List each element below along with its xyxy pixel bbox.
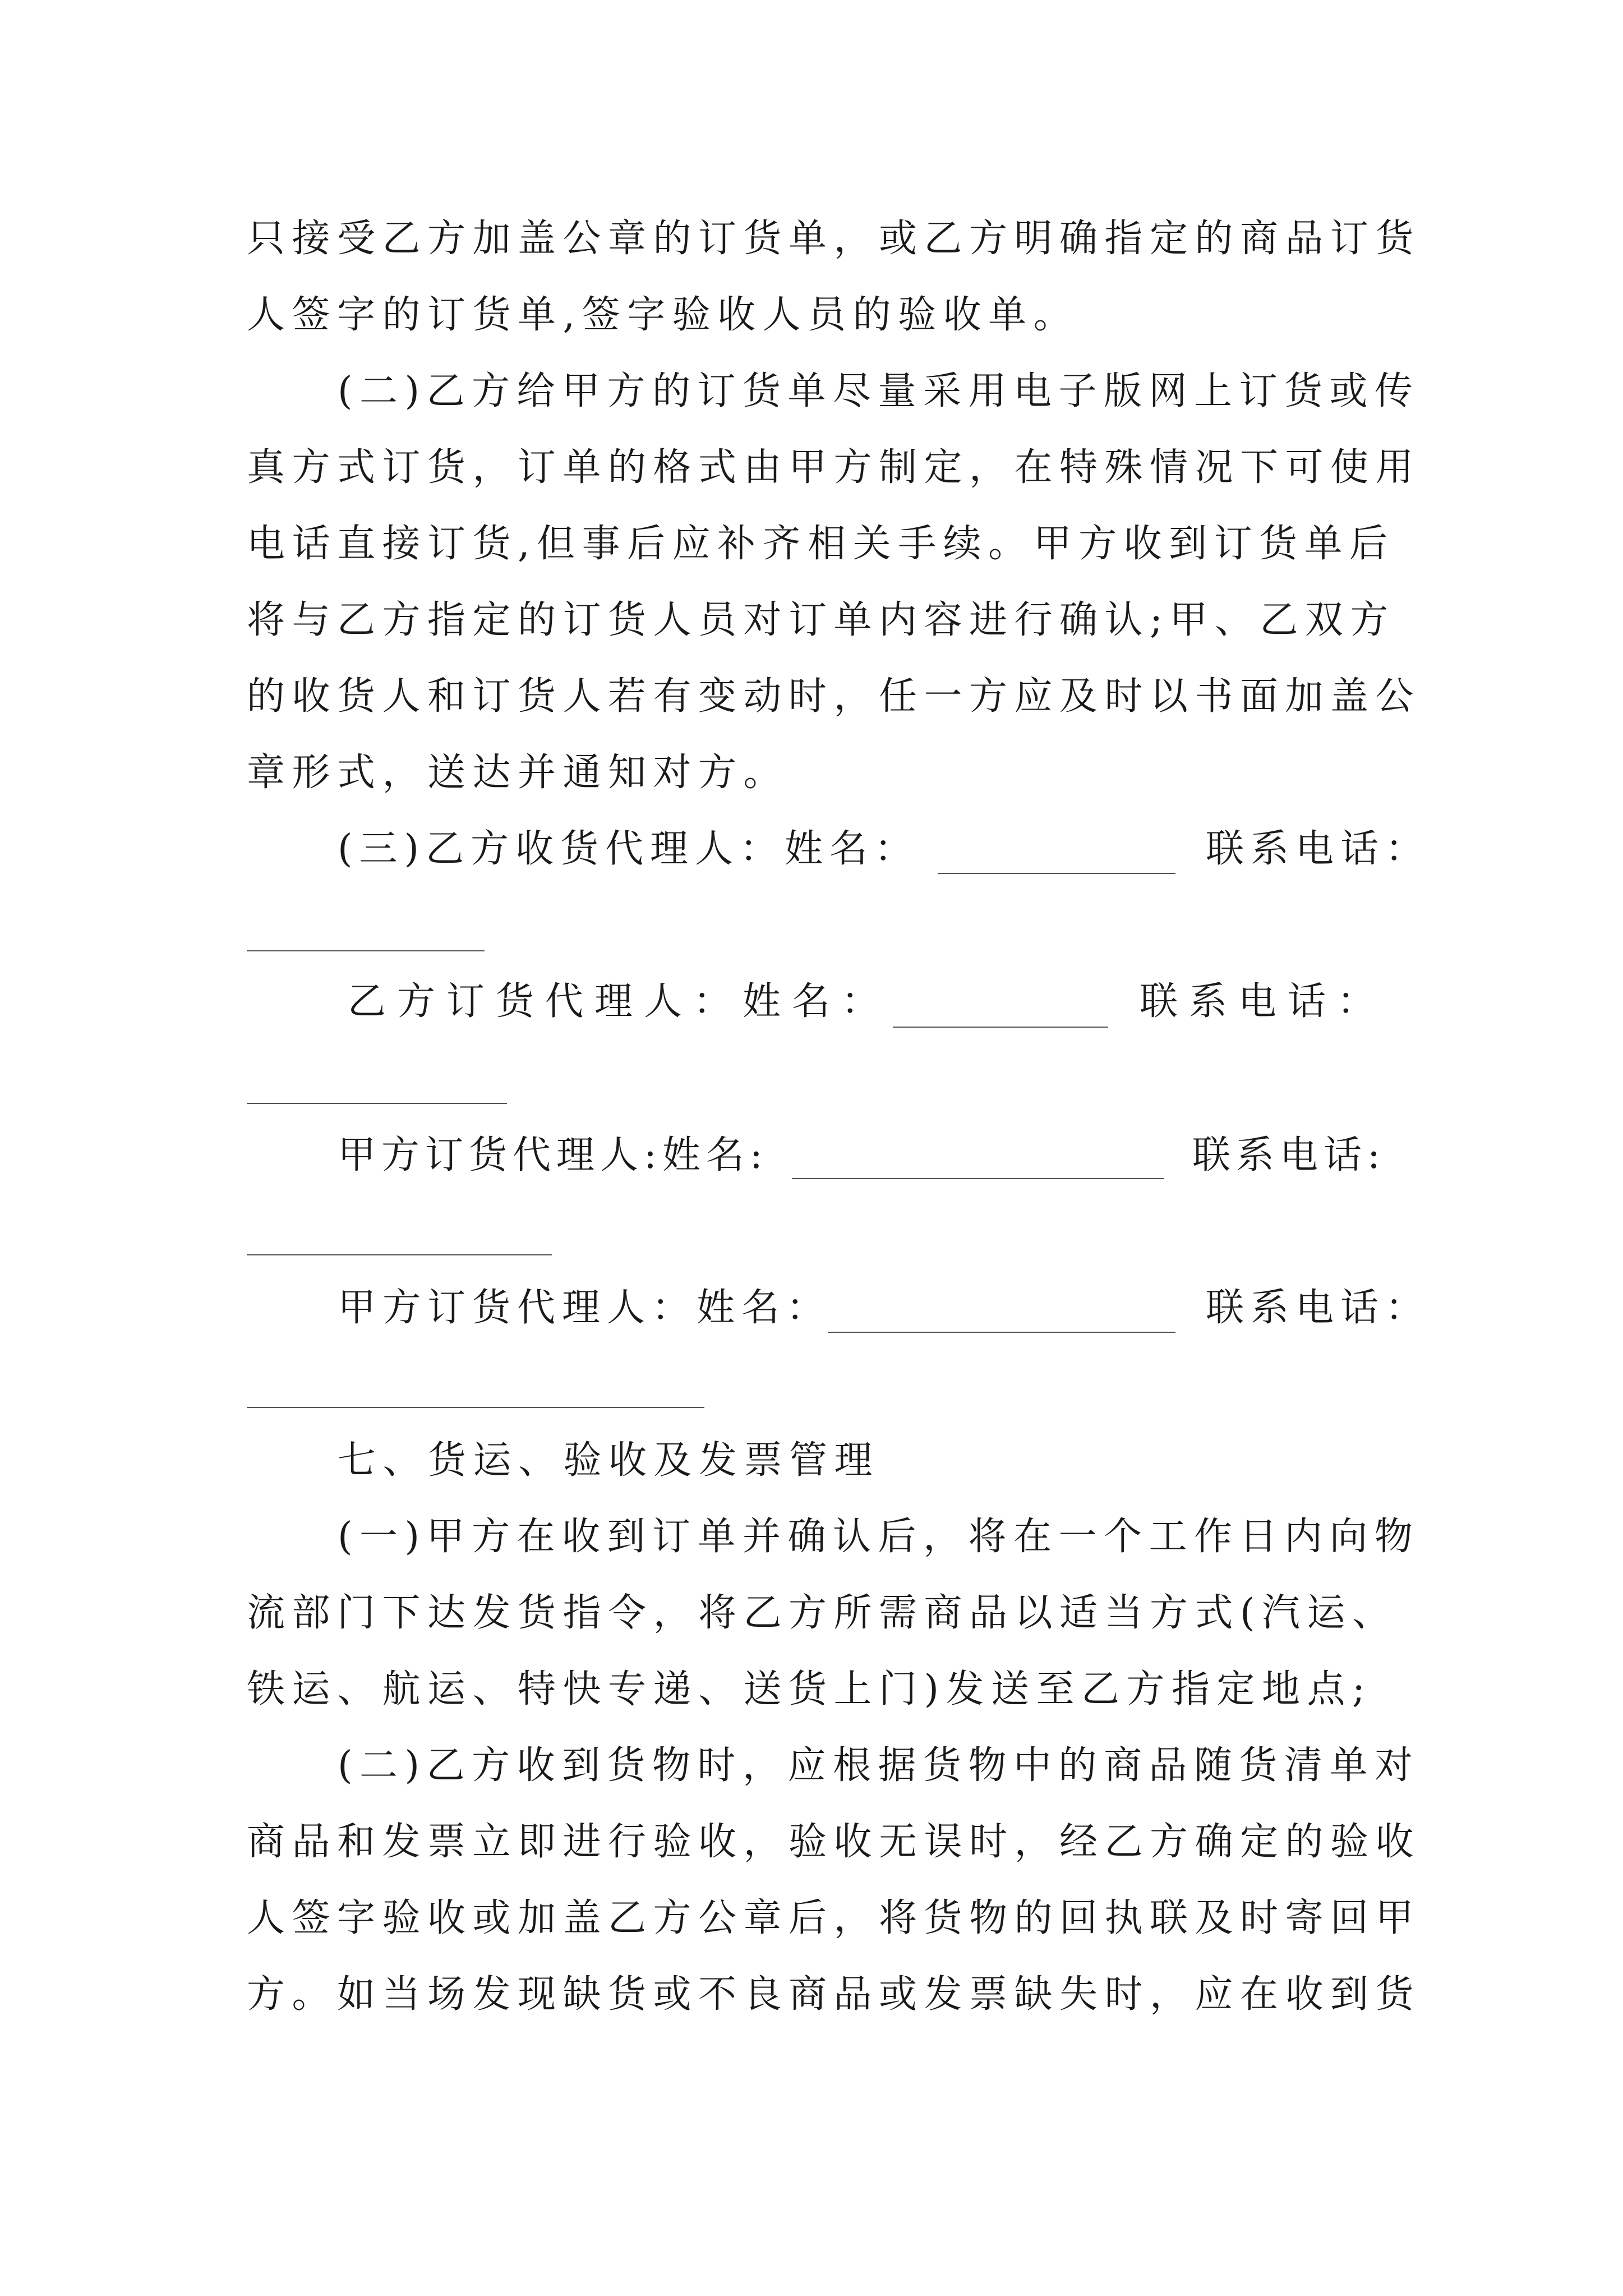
text-line: (二)乙方给甲方的订货单尽量采用电子版网上订货或传 — [338, 369, 1420, 413]
agent-phone-label: 联系电话: — [1192, 1133, 1386, 1177]
agent-name-label: 甲方订货代理人：姓名： — [338, 1286, 832, 1330]
agent-phone-label: 联系电话： — [1206, 1286, 1431, 1330]
agent-phone-blank — [247, 1103, 507, 1104]
text-line: 人签字的订货单,签字验收人员的验收单。 — [247, 293, 1079, 337]
agent-phone-label: 联系电话： — [1140, 979, 1387, 1024]
agent-name-blank — [938, 873, 1175, 874]
text-line: 方。如当场发现缺货或不良商品或发票缺失时，应在收到货 — [247, 1972, 1421, 2017]
section-heading: 七、货运、验收及发票管理 — [338, 1438, 880, 1483]
agent-name-blank — [828, 1332, 1175, 1333]
text-line: 商品和发票立即进行验收，验收无误时，经乙方确定的验收 — [247, 1820, 1421, 1864]
agent-name-blank — [792, 1178, 1164, 1179]
text-line: 人签字验收或加盖乙方公章后，将货物的回执联及时寄回甲 — [247, 1896, 1421, 1940]
text-line: 只接受乙方加盖公章的订货单，或乙方明确指定的商品订货 — [247, 217, 1421, 261]
text-line: (二)乙方收到货物时，应根据货物中的商品随货清单对 — [338, 1743, 1420, 1788]
text-line: 铁运、航运、特快专递、送货上门)发送至乙方指定地点; — [247, 1667, 1372, 1711]
agent-phone-label: 联系电话： — [1206, 827, 1431, 871]
agent-phone-blank — [247, 1254, 552, 1255]
text-line: 真方式订货，订单的格式由甲方制定，在特殊情况下可使用 — [247, 445, 1421, 490]
agent-name-label: 甲方订货代理人:姓名: — [338, 1133, 768, 1177]
agent-name-label: (三)乙方收货代理人：姓名： — [338, 827, 920, 871]
text-line: 流部门下达发货指令，将乙方所需商品以适当方式(汽运、 — [247, 1591, 1398, 1635]
agent-name-label: 乙方订货代理人：姓名： — [348, 979, 891, 1024]
agent-name-blank — [893, 1027, 1108, 1028]
text-line: (一)甲方在收到订单并确认后，将在一个工作日内向物 — [338, 1515, 1420, 1559]
text-line: 章形式，送达并通知对方。 — [247, 751, 789, 795]
agent-phone-blank — [247, 950, 485, 951]
agent-phone-blank — [247, 1407, 704, 1408]
text-line: 电话直接订货,但事后应补齐相关手续。甲方收到订货单后 — [247, 522, 1395, 566]
text-line: 的收货人和订货人若有变动时，任一方应及时以书面加盖公 — [247, 674, 1421, 719]
text-line: 将与乙方指定的订货人员对订单内容进行确认;甲、乙双方 — [247, 598, 1395, 642]
